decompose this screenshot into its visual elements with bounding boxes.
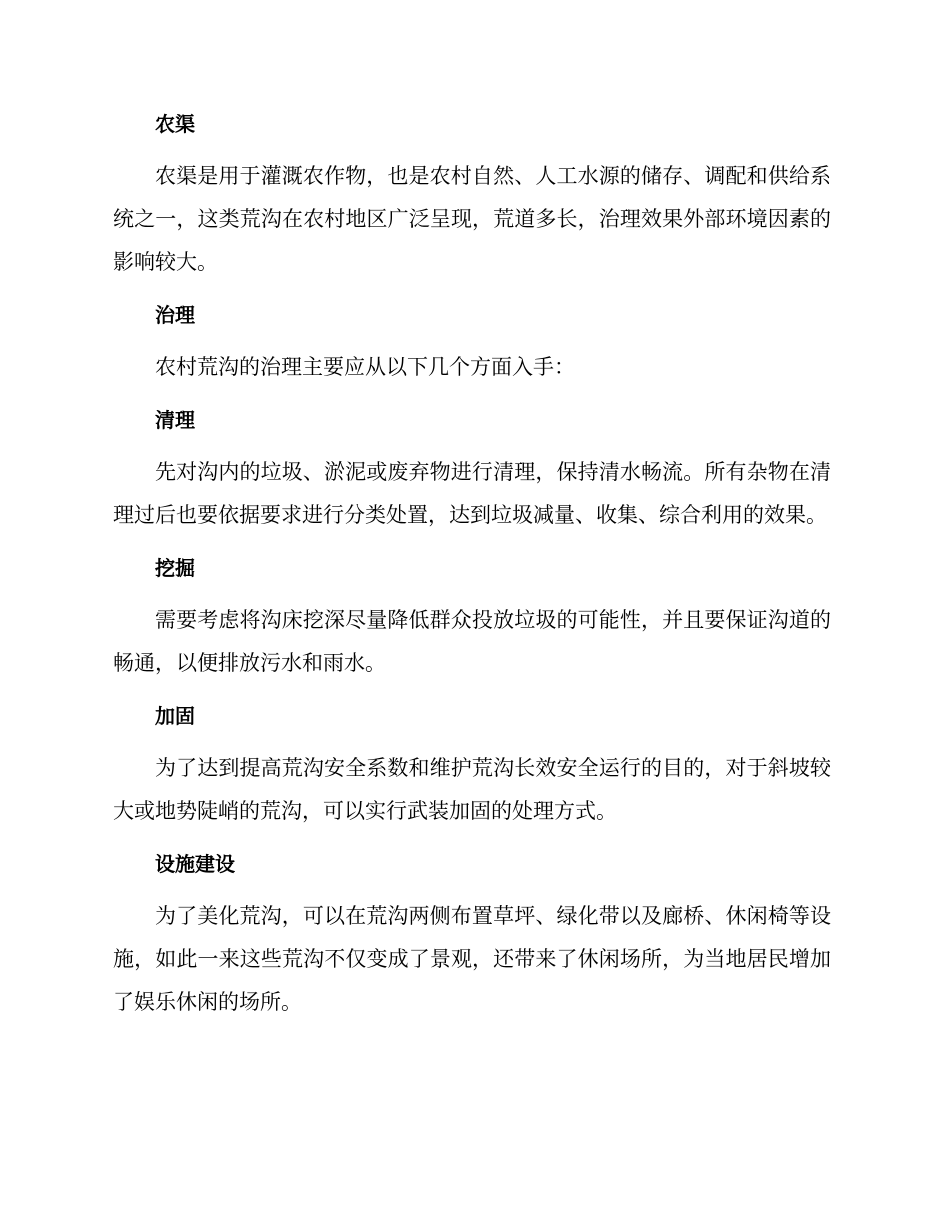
section-heading-nongqu: 农渠: [155, 112, 195, 136]
document-page: [113, 105, 831, 1036]
section-text-jiagu: 为了达到提高荒沟安全系数和维护荒沟长效安全运行的目的，对于斜坡较大或地势陡峭的荒沟，可以实行武装加固的处理方式。: [113, 756, 831, 823]
section-text-qingli: 先对沟内的垃圾、淤泥或废弃物进行清理，保持清水畅流。所有杂物在清理过后也要依据要求进行分类处置，达到垃圾减量、收集、综合利用的效果。: [113, 460, 831, 527]
section-heading-wajue: 挖掘: [155, 556, 195, 580]
section-heading-sheshi: 设施建设: [155, 852, 235, 876]
section-heading-qingli: 清理: [155, 408, 195, 432]
section-text-sheshi: 为了美化荒沟，可以在荒沟两侧布置草坪、绿化带以及廊桥、休闲椅等设施，如此一来这些荒沟不仅变成了景观，还带来了休闲场所，为当地居民增加了娱乐休闲的场所。: [113, 904, 831, 1014]
section-text-wajue: 需要考虑将沟床挖深尽量降低群众投放垃圾的可能性，并且要保证沟道的畅通，以便排放污水和雨水。: [113, 608, 831, 675]
section-text-nongqu: 农渠是用于灌溉农作物，也是农村自然、人工水源的储存、调配和供给系统之一，这类荒沟在农村地区广泛呈现，荒道多长，治理效果外部环境因素的影响较大。: [113, 164, 831, 274]
section-heading-jiagu: 加固: [155, 704, 195, 728]
section-heading-zhili: 治理: [155, 303, 195, 327]
section-text-zhili: 农村荒沟的治理主要应从以下几个方面入手：: [155, 355, 575, 379]
